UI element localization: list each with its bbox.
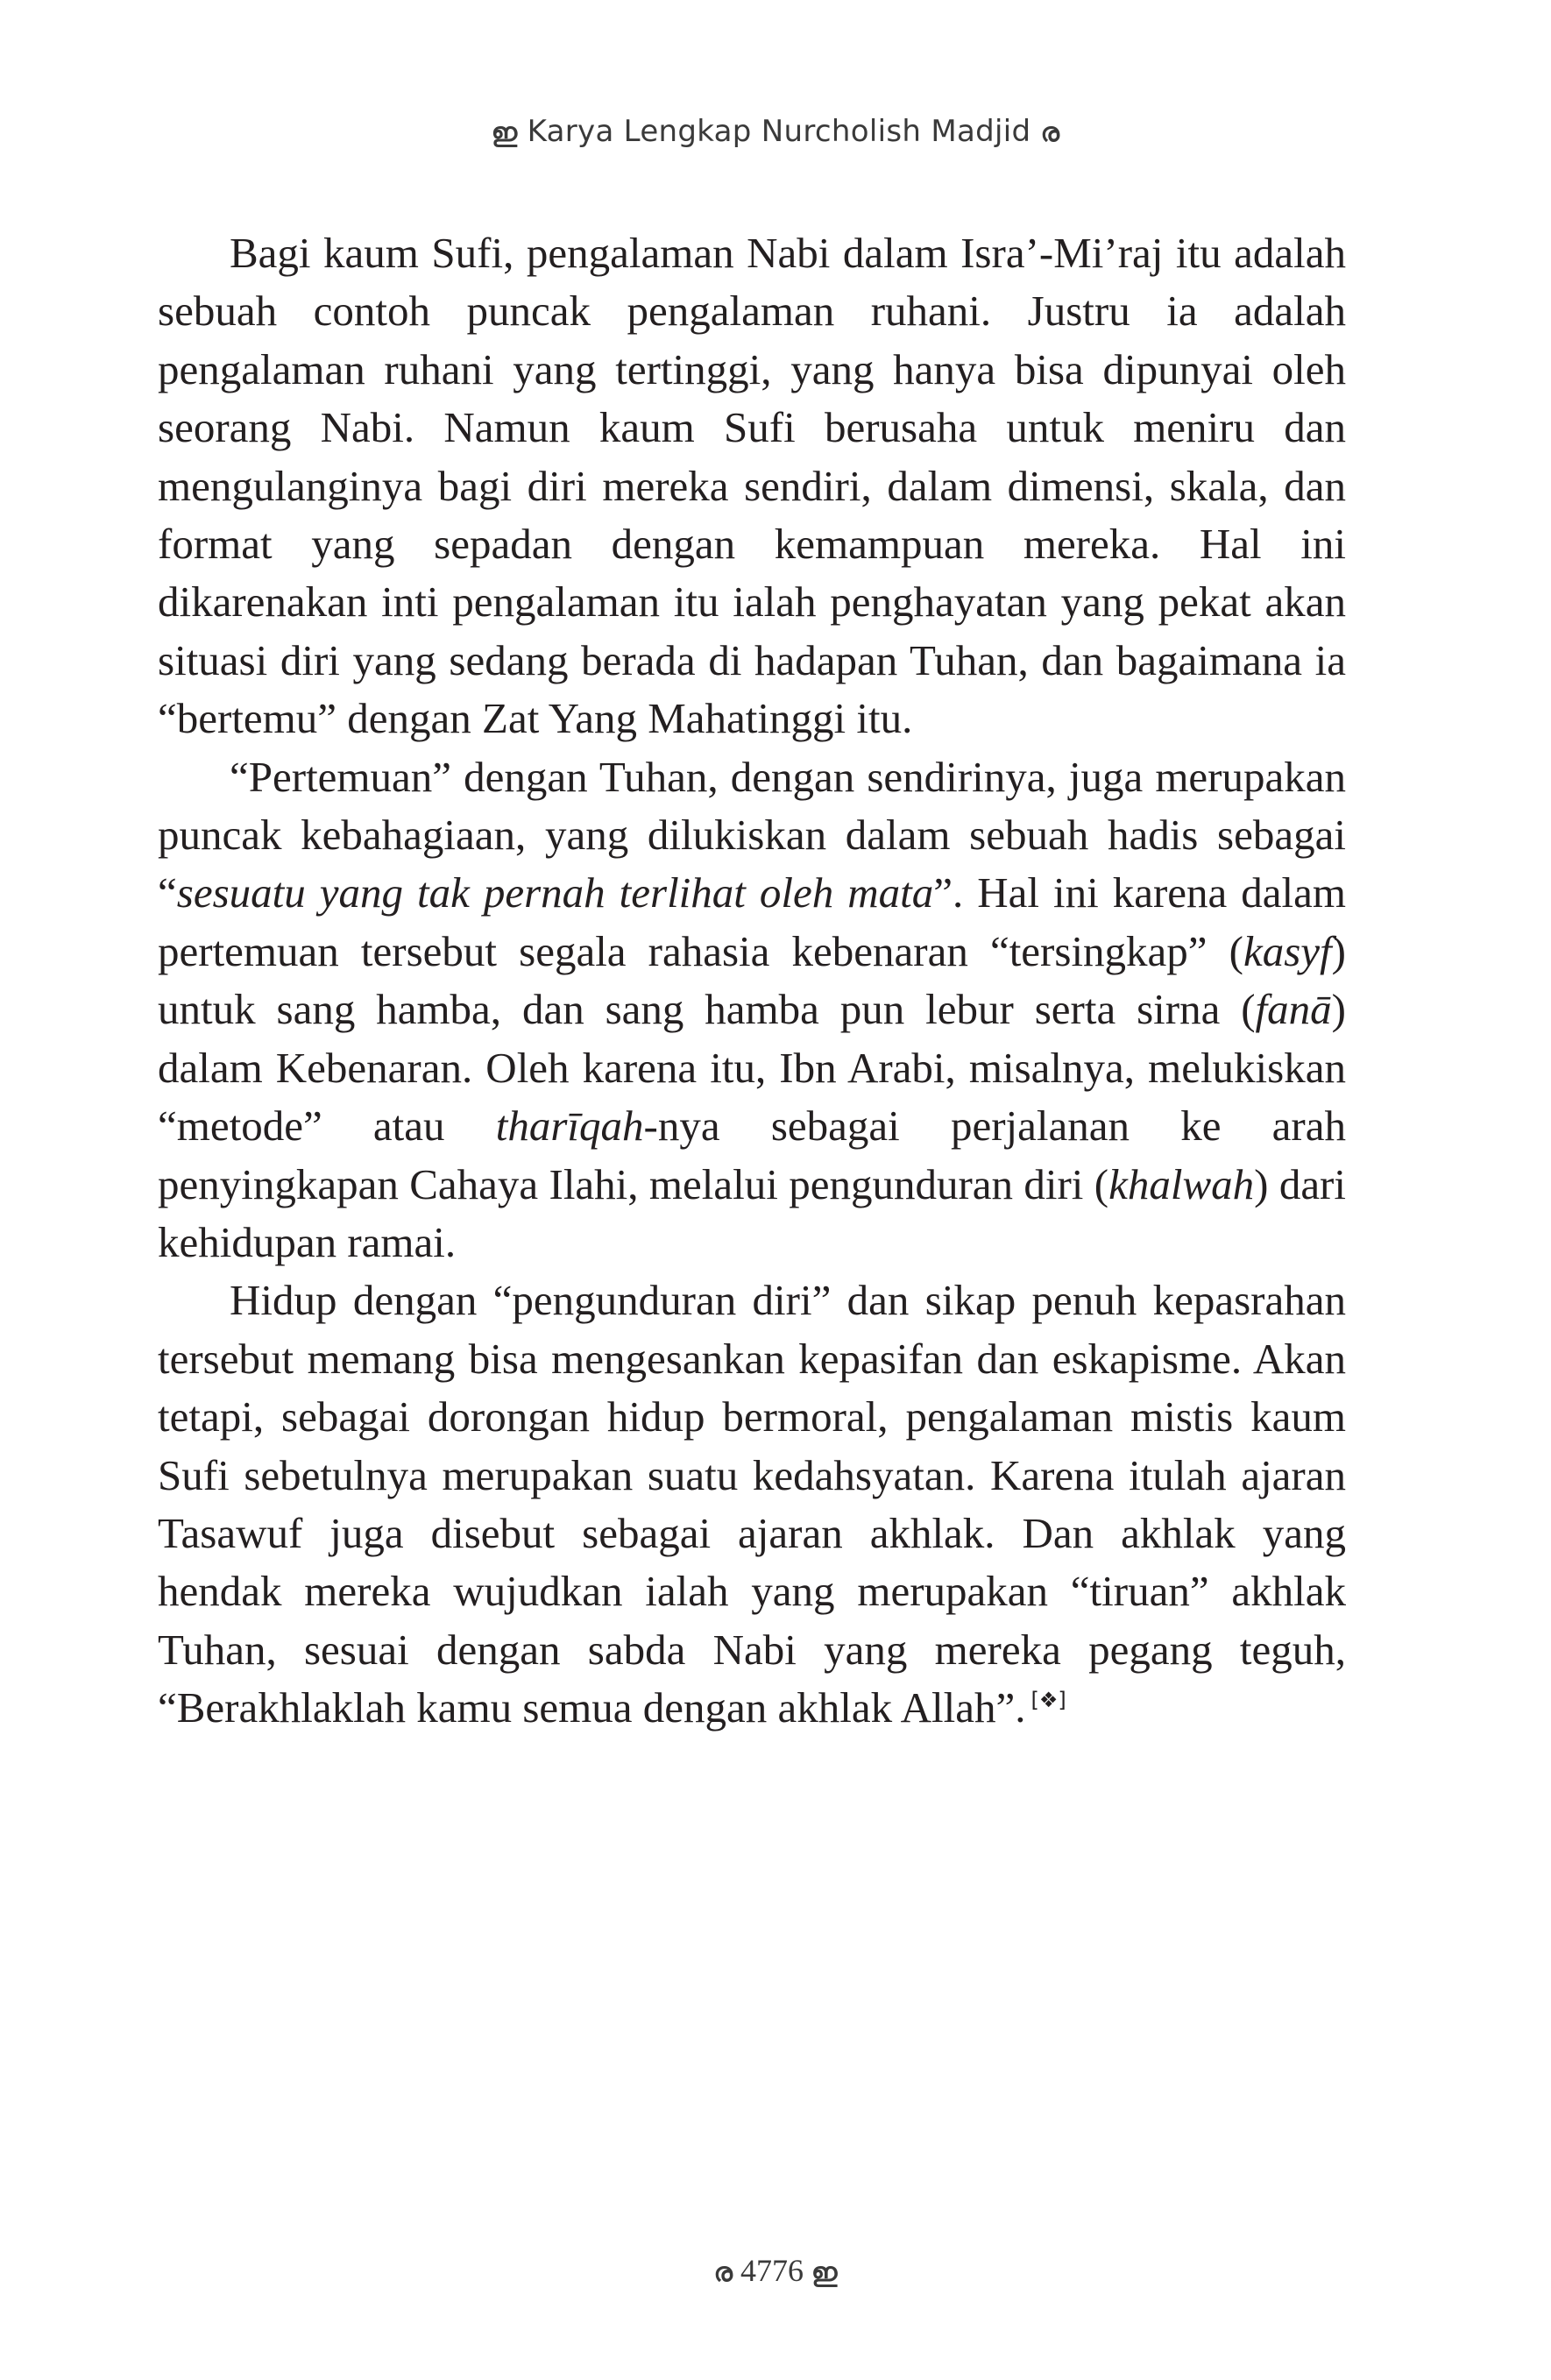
text-run: ) untuk sang hamba, dan sang hamba pun lebur serta sirna ( — [158, 926, 1346, 1034]
paragraph-2 — [158, 748, 1346, 1272]
ornament-right-icon: ഇ — [811, 2257, 838, 2288]
text-run: Bagi kaum Sufi, pengalaman Nabi dalam Isra’-Mi’raj itu adalah sebuah contoh puncak pengalaman ruhani. Justru ia adalah pengalaman ruhani yang tertinggi, yang hanya bisa dipunyai oleh seorang Nabi. Namun kaum Sufi berusaha untuk meniru dan mengulanginya bagi diri mereka sendiri, dalam dimensi, skala, dan format yang sepadan dengan kemampuan mereka. Hal ini dikarenakan inti pengalaman itu ialah penghayatan yang pekat akan situasi diri yang sedang berada di hadapan Tuhan, dan bagaimana ia “bertemu” dengan Zat Yang Mahatinggi itu. — [158, 229, 1346, 743]
ornament-left-icon: ര — [713, 2257, 733, 2288]
text-run: “Pertemuan” dengan Tuhan, dengan sendirinya, juga merupakan puncak kebahagiaan, yang dilukiskan dalam sebuah hadis sebagai “ — [158, 752, 1346, 917]
text-run: -nya sebagai perjalanan ke arah penyingkapan Cahaya Ilahi, melalui pengunduran diri ( — [158, 1101, 1346, 1208]
italic-run: kasyf — [1243, 926, 1332, 975]
italic-run: khalwah — [1108, 1159, 1255, 1208]
end-of-section-icon: [❖] — [1030, 1687, 1066, 1712]
italic-run: sesuatu yang tak pernah terlihat oleh mata — [176, 868, 934, 917]
italic-run: fanā — [1255, 985, 1332, 1034]
paragraph-3 — [158, 1271, 1346, 1737]
italic-run: tharīqah — [495, 1101, 644, 1151]
body-text — [158, 224, 1346, 1738]
text-run: Hidup dengan “pengunduran diri” dan sikap penuh kepasrahan tersebut memang bisa mengesankan kepasifan dan eskapisme. Akan tetapi, sebagai dorongan hidup bermoral, pengalaman mistis kaum Sufi sebetulnya merupakan suatu kedahsyatan. Karena itulah ajaran Tasawuf juga disebut sebagai ajaran akhlak. Dan akhlak yang hendak mereka wujudkan ialah yang merupakan “tiruan” akhlak Tuhan, sesuai dengan sabda Nabi yang mereka pegang teguh, “Berakhlaklah kamu semua dengan akhlak Allah”. — [158, 1276, 1346, 1732]
text-run: ”. Hal ini karena dalam pertemuan tersebut segala rahasia kebenaran “tersingkap” ( — [158, 868, 1346, 975]
page-number: 4776 — [740, 2253, 804, 2288]
running-header — [0, 114, 1551, 149]
ornament-left-icon: ഇ — [491, 117, 518, 148]
paragraph-1 — [158, 224, 1346, 748]
text-run: ) dari kehidupan ramai. — [158, 1159, 1346, 1266]
page-footer — [0, 2252, 1551, 2289]
book-title: Karya Lengkap Nurcholish Madjid — [527, 114, 1031, 149]
text-run: ) dalam Kebenaran. Oleh karena itu, Ibn Arabi, misalnya, melukiskan “metode” atau — [158, 985, 1346, 1151]
ornament-right-icon: ര — [1040, 117, 1060, 148]
